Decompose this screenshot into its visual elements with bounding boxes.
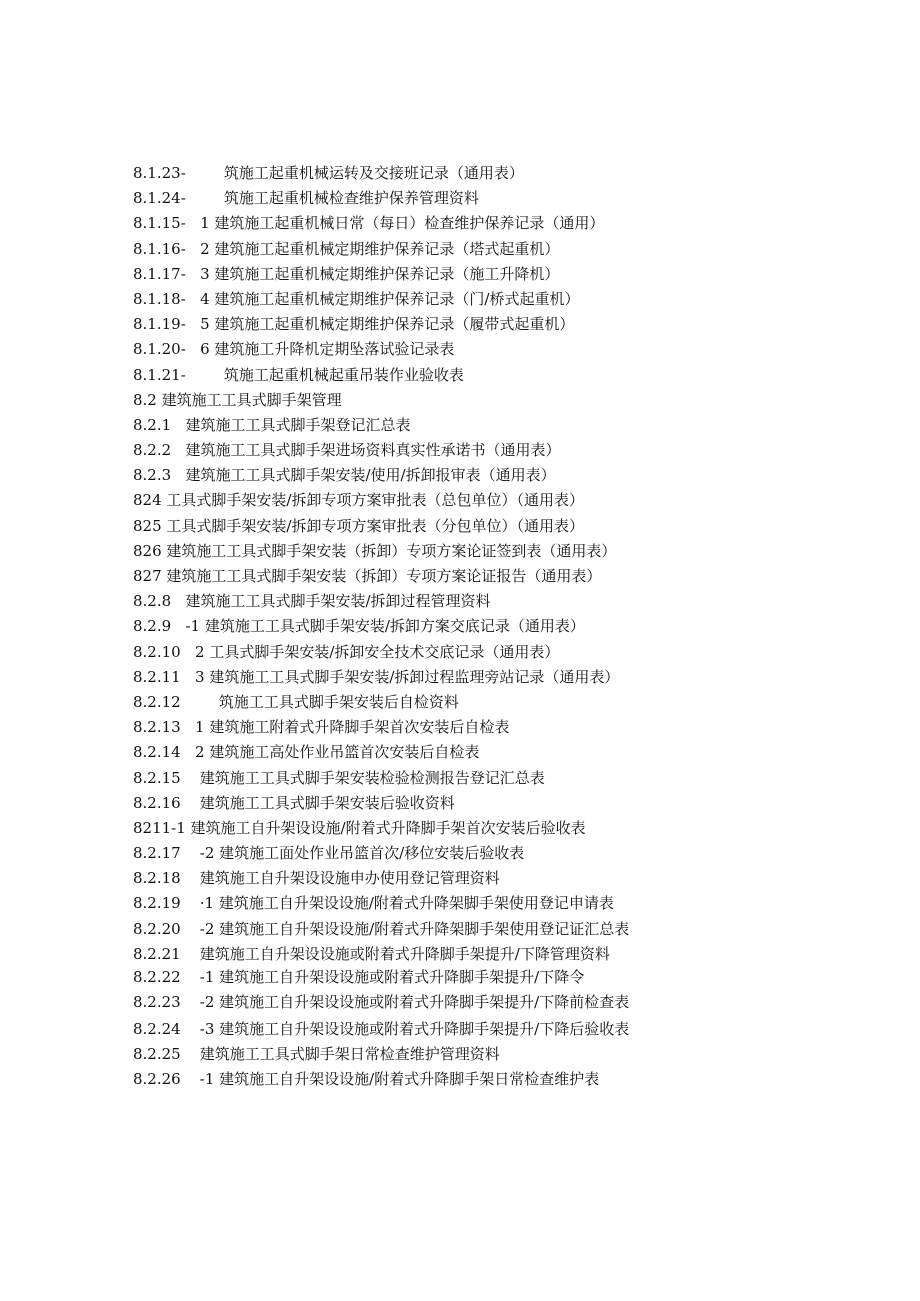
toc-line: 8.2.2 建筑施工工具式脚手架进场资料真实性承诺书（通用表） <box>133 441 561 460</box>
toc-line: 8.2.21 建筑施工自升架设设施或附着式升降脚手架提升/下降管理资料 <box>133 944 610 963</box>
toc-line: 8.1.17- 3 建筑施工起重机械定期维护保养记录（施工升降机） <box>133 264 560 283</box>
toc-line: 8.2.13 1 建筑施工附着式升降脚手架首次安装后自检表 <box>133 718 510 737</box>
toc-line: 8.2.9 -1 建筑施工工具式脚手架安装/拆卸方案交底记录（通用表） <box>133 617 585 636</box>
toc-line: 8.1.24- 筑施工起重机械检查维护保养管理资料 <box>133 189 479 208</box>
toc-line: 826 建筑施工工具式脚手架安装（拆卸）专项方案论证签到表（通用表） <box>133 541 617 560</box>
toc-line: 8.1.21- 筑施工起重机械起重吊装作业验收表 <box>133 365 464 384</box>
toc-line: 8.2.24 -3 建筑施工自升架设设施或附着式升降脚手架提升/下降后验收表 <box>133 1020 630 1038</box>
toc-line: 8.2.10 2 工具式脚手架安装/拆卸安全技术交底记录（通用表） <box>133 642 560 661</box>
toc-line: 8.2.22 -1 建筑施工自升架设设施或附着式升降脚手架提升/下降令 <box>133 968 585 986</box>
toc-line: 8.2.17 -2 建筑施工面处作业吊篮首次/移位安装后验收表 <box>133 844 525 863</box>
toc-line: 8.2.14 2 建筑施工高处作业吊篮首次安装后自检表 <box>133 743 480 762</box>
toc-line: 8.2.16 建筑施工工具式脚手架安装后验收资料 <box>133 793 455 812</box>
toc-line: 8.1.16- 2 建筑施工起重机械定期维护保养记录（塔式起重机） <box>133 239 560 258</box>
toc-line: 8.2.12 筑施工工具式脚手架安装后自检资料 <box>133 692 459 711</box>
toc-line: 8.2.25 建筑施工工具式脚手架日常检查维护管理资料 <box>133 1045 500 1064</box>
toc-line: 8.2.26 -1 建筑施工自升架设设施/附着式升降脚手架日常检查维护表 <box>133 1070 600 1089</box>
toc-line: 8.2.3 建筑施工工具式脚手架安装/使用/拆卸报审表（通用表） <box>133 466 556 485</box>
toc-line: 8211-1 建筑施工自升架设设施/附着式升降脚手架首次安装后验收表 <box>133 818 586 837</box>
toc-line: 827 建筑施工工具式脚手架安装（拆卸）专项方案论证报告（通用表） <box>133 567 602 585</box>
toc-line: 824 工具式脚手架安装/拆卸专项方案审批表（总包单位）（通用表） <box>133 491 584 510</box>
toc-line: 8.1.19- 5 建筑施工起重机械定期维护保养记录（履带式起重机） <box>133 315 575 334</box>
toc-line: 8.2.8 建筑施工工具式脚手架安装/拆卸过程管理资料 <box>133 592 491 611</box>
toc-line: 8.2.18 建筑施工自升架设设施申办使用登记管理资料 <box>133 869 500 888</box>
toc-line: 8.2.1 建筑施工工具式脚手架登记汇总表 <box>133 415 411 434</box>
table-of-contents <box>133 161 853 1093</box>
toc-line: 8.1.23- 筑施工起重机械运转及交接班记录（通用表） <box>133 164 524 182</box>
toc-line: 8.2.11 3 建筑施工工具式脚手架安装/拆卸过程监理旁站记录（通用表） <box>133 667 620 686</box>
toc-line: 8.1.18- 4 建筑施工起重机械定期维护保养记录（门/桥式起重机） <box>133 289 580 308</box>
toc-line: 825 工具式脚手架安装/拆卸专项方案审批表（分包单位）（通用表） <box>133 516 584 535</box>
toc-line: 8.1.20- 6 建筑施工升降机定期坠落试验记录表 <box>133 340 455 359</box>
toc-line: 8.2.19 ·1 建筑施工自升架设设施/附着式升降架脚手架使用登记申请表 <box>133 894 614 913</box>
toc-line: 8.2.23 -2 建筑施工自升架设设施或附着式升降脚手架提升/下降前检查表 <box>133 993 630 1011</box>
toc-line: 8.2.15 建筑施工工具式脚手架安装检验检测报告登记汇总表 <box>133 768 545 787</box>
section-heading: 8.2 建筑施工工具式脚手架管理 <box>133 390 342 409</box>
toc-line: 8.2.20 -2 建筑施工自升架设设施/附着式升降架脚手架使用登记证汇总表 <box>133 919 630 938</box>
toc-line: 8.1.15- 1 建筑施工起重机械日常（每日）检查维护保养记录（通用） <box>133 214 605 233</box>
